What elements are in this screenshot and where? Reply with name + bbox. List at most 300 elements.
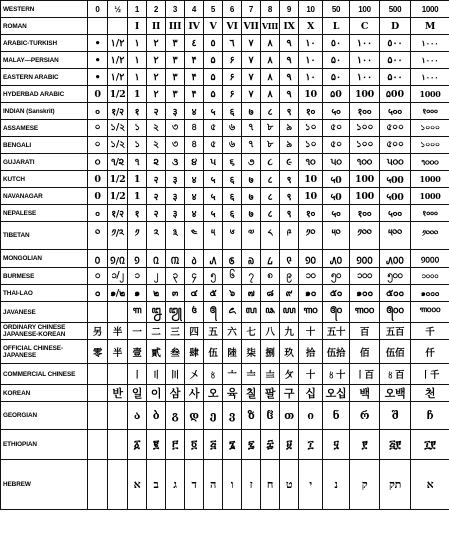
numeral-cell: 二	[147, 323, 166, 340]
numeral-cell: M	[411, 18, 449, 35]
numeral-cell: ༡༠	[299, 222, 323, 250]
numeral-cell: ९	[280, 205, 299, 222]
numeral-cell: ๑๐	[299, 285, 323, 302]
row-label: ASSAMESE	[1, 120, 88, 137]
numeral-cell: ১	[128, 120, 147, 137]
numeral-cell: ፭፻	[380, 430, 411, 460]
table-row	[1, 86, 449, 103]
numeral-cell: D	[380, 18, 411, 35]
numeral-cell	[108, 460, 128, 510]
numeral-cell: ᠗	[242, 250, 261, 268]
numeral-cell: ၇	[242, 268, 261, 285]
numeral-cell: ۵00	[380, 86, 411, 103]
numeral-cell: ١	[128, 69, 147, 86]
numeral-cell: ٢	[147, 69, 166, 86]
numeral-cell: ۵	[204, 86, 223, 103]
numeral-cell: 10	[299, 188, 323, 205]
numeral-cell: 50	[323, 1, 350, 18]
numeral-cell: ༤	[185, 222, 204, 250]
row-label: KOREAN	[1, 385, 88, 402]
numeral-cell: ๑/๒	[108, 285, 128, 302]
table-row	[1, 137, 449, 154]
numeral-cell: ۵	[204, 52, 223, 69]
numeral-cell: 伍	[204, 340, 223, 364]
numeral-cell: 오백	[380, 385, 411, 402]
numeral-cell: ٣	[166, 35, 185, 52]
numeral-cell: ꧕꧐꧐	[380, 302, 411, 323]
numeral-cell: ט	[280, 460, 299, 510]
table-row	[1, 188, 449, 205]
numeral-cell: ꧑꧐꧐	[350, 302, 380, 323]
numeral-cell: ৯	[280, 120, 299, 137]
numeral-cell: 일	[128, 385, 147, 402]
numeral-cell	[88, 302, 108, 323]
numeral-cell: ١	[128, 35, 147, 52]
numeral-cell: 半	[108, 323, 128, 340]
numeral-cell: ১০০০	[411, 137, 449, 154]
numeral-cell: ᠑	[128, 250, 147, 268]
numeral-cell: 五百	[380, 323, 411, 340]
numeral-cell: ০	[88, 137, 108, 154]
numeral-cell: 칠	[242, 385, 261, 402]
numeral-cell: ๕๐๐	[380, 285, 411, 302]
numeral-cell: ٥	[204, 35, 223, 52]
numeral-cell: ၁/၂	[108, 268, 128, 285]
numeral-cell: ზ	[242, 402, 261, 430]
numeral-cell: ᠐	[88, 250, 108, 268]
numeral-cell: ١٠٠	[350, 52, 380, 69]
numeral-cell: 사	[185, 385, 204, 402]
numeral-cell: ၀	[88, 268, 108, 285]
numeral-cell: २	[147, 103, 166, 120]
numeral-cell: ბ	[147, 402, 166, 430]
numeral-cell: 〧	[242, 364, 261, 385]
numeral-cell: ١/٢	[108, 69, 128, 86]
numeral-cell: ၂	[147, 268, 166, 285]
numeral-cell: ٢	[147, 52, 166, 69]
numeral-cell: 伍佰	[380, 340, 411, 364]
numeral-cell: ၁၀၀၀	[411, 268, 449, 285]
numeral-cell: 〢	[147, 364, 166, 385]
numeral-cell: ١٠	[299, 52, 323, 69]
numeral-cell: ૮	[261, 154, 280, 171]
numeral-cell: ५०	[323, 205, 350, 222]
numeral-cell: ७	[242, 188, 261, 205]
numeral-cell: ૫૦૦	[380, 154, 411, 171]
numeral-cell: ٤	[185, 35, 204, 52]
numeral-cell: 1/2	[108, 171, 128, 188]
numeral-cell: ꧕꧐	[323, 302, 350, 323]
table-row	[1, 1, 449, 18]
numeral-cell: 貳	[147, 340, 166, 364]
numeral-cell: ۵0	[323, 86, 350, 103]
numeral-cell: ๔	[185, 285, 204, 302]
numeral-cell: ᠕	[204, 250, 223, 268]
numeral-cell: २	[147, 171, 166, 188]
numeral-cell: თ	[280, 402, 299, 430]
numeral-cell: ᠑᠐	[299, 250, 323, 268]
numeral-cell: ६	[223, 171, 242, 188]
numeral-cell: ᠓	[166, 250, 185, 268]
numeral-cell: ၄	[185, 268, 204, 285]
numeral-cell: ๒	[147, 285, 166, 302]
numeral-cell: ৩	[166, 137, 185, 154]
row-label: TIBETAN	[1, 222, 88, 250]
numeral-cell: I	[128, 18, 147, 35]
numeral-cell: ፻	[350, 430, 380, 460]
numeral-cell: ה	[204, 460, 223, 510]
numeral-cell: 〡	[128, 364, 147, 385]
numeral-cell: ५	[204, 205, 223, 222]
row-label: NEPALESE	[1, 205, 88, 222]
numeral-cell: ᠑/᠒	[108, 250, 128, 268]
numeral-cell: ፰	[261, 430, 280, 460]
numeral-cell: ༣	[166, 222, 185, 250]
table-row	[1, 52, 449, 69]
numeral-cell: ৪	[185, 137, 204, 154]
numeral-cell: ١٠	[299, 69, 323, 86]
numeral-cell: ༩	[280, 222, 299, 250]
numeral-cell: 另	[88, 323, 108, 340]
numeral-cell: ८	[261, 171, 280, 188]
table-row	[1, 205, 449, 222]
numeral-cell: 10	[299, 86, 323, 103]
numeral-cell: 〤	[185, 364, 204, 385]
numeral-cell: ০	[88, 120, 108, 137]
numeral-cell: •	[88, 69, 108, 86]
numeral-cell: ፶	[323, 430, 350, 460]
numeral-cell: 1	[128, 171, 147, 188]
numeral-cell: II	[147, 18, 166, 35]
numeral-cell: ٦	[223, 35, 242, 52]
row-label: ARABIC-TURKISH	[1, 35, 88, 52]
numeral-cell: ၁	[128, 268, 147, 285]
numeral-cell: ১/২	[108, 120, 128, 137]
numeral-cell	[88, 364, 108, 385]
numeral-cell: 八	[261, 323, 280, 340]
numeral-cell: ९	[280, 188, 299, 205]
numeral-cell	[88, 402, 108, 430]
numeral-cell: ꧔	[185, 302, 204, 323]
numeral-cell: ١٠٠٠	[411, 69, 449, 86]
table-row	[1, 364, 449, 385]
numeral-cell: 1000	[411, 86, 449, 103]
numeral-cell: ૧	[128, 154, 147, 171]
numeral-cell: ५	[204, 188, 223, 205]
numeral-cell: ١٠٠٠	[411, 35, 449, 52]
numeral-cell: ٢	[147, 86, 166, 103]
numeral-cell: 〦	[223, 364, 242, 385]
row-label: ROMAN	[1, 18, 88, 35]
numeral-cell: ٥٠	[323, 35, 350, 52]
numeral-cell: ۶	[223, 52, 242, 69]
numeral-cell: 七	[242, 323, 261, 340]
numeral-cell: ३	[166, 103, 185, 120]
numeral-cell: ፭	[204, 430, 223, 460]
numeral-cell: ג	[166, 460, 185, 510]
numeral-cell: 千	[411, 323, 449, 340]
numeral-cell: ١٠٠	[350, 69, 380, 86]
numeral-cell: ז	[242, 460, 261, 510]
numeral-cell: VII	[242, 18, 261, 35]
numeral-cell: ১০০০	[411, 120, 449, 137]
numeral-cell: ፪	[147, 430, 166, 460]
table-row	[1, 120, 449, 137]
numeral-cell: ๙	[280, 285, 299, 302]
numeral-cell: ৭	[242, 137, 261, 154]
numeral-cell: ૫	[204, 154, 223, 171]
numeral-cell: १०	[299, 205, 323, 222]
table-row	[1, 222, 449, 250]
numeral-cell: 九	[280, 323, 299, 340]
row-label: HEBREW	[1, 460, 88, 510]
numeral-cell: १/२	[108, 103, 128, 120]
numeral-cell: ٧	[242, 35, 261, 52]
numeral-cell: 100	[350, 188, 380, 205]
numeral-cell: ༢	[147, 222, 166, 250]
numeral-cell: 7	[242, 1, 261, 18]
numeral-cell: C	[350, 18, 380, 35]
table-row	[1, 250, 449, 268]
numeral-cell: ๓	[166, 285, 185, 302]
numeral-cell: ४	[185, 188, 204, 205]
numeral-cell	[88, 460, 108, 510]
row-label: KUTCH	[1, 171, 88, 188]
numeral-cell: ٩	[280, 86, 299, 103]
numeral-cell: ٨	[261, 86, 280, 103]
numeral-cell: ५0	[323, 171, 350, 188]
numeral-cell: ২	[147, 137, 166, 154]
numeral-cell: •	[88, 35, 108, 52]
numeral-cell: ৯	[280, 137, 299, 154]
numeral-cell: ٣	[166, 69, 185, 86]
numeral-cell: ৫০০	[380, 120, 411, 137]
numeral-cell: ፯	[242, 430, 261, 460]
numeral-cell: 叁	[166, 340, 185, 364]
table-row	[1, 35, 449, 52]
numeral-cell: ח	[261, 460, 280, 510]
numeral-cell: ፲	[299, 430, 323, 460]
numeral-cell: ᠒	[147, 250, 166, 268]
table-row	[1, 154, 449, 171]
row-label: INDIAN (Sanskrit)	[1, 103, 88, 120]
row-label: WESTERN	[1, 1, 88, 18]
numeral-cell: ๕๐	[323, 285, 350, 302]
numeral-cell: 5	[204, 1, 223, 18]
numeral-cell: გ	[166, 402, 185, 430]
numeral-cell: ২	[147, 120, 166, 137]
numeral-cell: ק	[350, 460, 380, 510]
numeral-cell: १००	[350, 205, 380, 222]
numeral-cell: 팔	[261, 385, 280, 402]
numeral-cell: 3	[166, 1, 185, 18]
numeral-cell: ١/٢	[108, 52, 128, 69]
numeral-cell: 百	[350, 323, 380, 340]
numeral-cell: ६	[223, 188, 242, 205]
numeral-cell: ꧗	[242, 302, 261, 323]
numeral-cell: ۴	[185, 69, 204, 86]
numeral-cell: ב	[147, 460, 166, 510]
numeral-cell: ꧒	[147, 302, 166, 323]
table-row	[1, 460, 449, 510]
numeral-cell: ٨	[261, 52, 280, 69]
row-label: GUJARATI	[1, 154, 88, 171]
numeral-cell: ፮	[223, 430, 242, 460]
numeral-cell: १०००	[411, 205, 449, 222]
numeral-cell: ꧑꧐꧐꧐	[411, 302, 449, 323]
numeral-cell: 오	[204, 385, 223, 402]
numeral-cell: תק	[380, 460, 411, 510]
numeral-cell: ꧑	[128, 302, 147, 323]
numeral-cell: ½	[108, 1, 128, 18]
numeral-cell: १/२	[108, 205, 128, 222]
numeral-cell: ꧙	[280, 302, 299, 323]
table-row	[1, 103, 449, 120]
numeral-cell: 100	[350, 171, 380, 188]
table-row	[1, 69, 449, 86]
numeral-cell: 0	[88, 171, 108, 188]
numeral-cell: ৫	[204, 120, 223, 137]
numeral-cell: ༦	[223, 222, 242, 250]
numeral-cell: ၅၀၀	[380, 268, 411, 285]
numeral-cell: ༥༠༠	[380, 222, 411, 250]
row-label: EASTERN ARABIC	[1, 69, 88, 86]
numeral-cell: ١٠٠	[350, 35, 380, 52]
numeral-cell: ၃	[166, 268, 185, 285]
numeral-cell: ०	[88, 205, 108, 222]
numeral-cell: 陸	[223, 340, 242, 364]
numeral-cell: ٥٠٠	[380, 35, 411, 52]
numeral-cell: 천	[411, 385, 449, 402]
numeral-cell: 〨	[261, 364, 280, 385]
numeral-cell: 500	[380, 1, 411, 18]
numeral-cell: ९	[280, 103, 299, 120]
numeral-cell: ६	[223, 205, 242, 222]
numeral-cell: ৭	[242, 120, 261, 137]
row-label: GEORGIAN	[1, 402, 88, 430]
numeral-cell: 十	[299, 364, 323, 385]
numeral-cell: ᠔	[185, 250, 204, 268]
numeral-cell: ૦	[88, 154, 108, 171]
numeral-cell: ٨	[261, 69, 280, 86]
numeral-cell: 半	[108, 340, 128, 364]
row-label: MONGOLIAN	[1, 250, 88, 268]
numeral-cell: ꧓	[166, 302, 185, 323]
numeral-cell: ᠑᠐᠐	[350, 250, 380, 268]
numeral-cell: ٩	[280, 69, 299, 86]
numeral-cell: ४	[185, 171, 204, 188]
numeral-cell: 육	[223, 385, 242, 402]
numeral-cell: ٢	[147, 35, 166, 52]
numeral-cell: ८	[261, 103, 280, 120]
numeral-cell: ๗	[242, 285, 261, 302]
numeral-cell: ١	[128, 52, 147, 69]
numeral-cell: ३	[166, 205, 185, 222]
numeral-cell: ١/٢	[108, 35, 128, 52]
numeral-cell: ७	[242, 103, 261, 120]
numeral-cell: ७	[242, 205, 261, 222]
numeral-cell: შ	[380, 402, 411, 430]
numeral-cell: L	[323, 18, 350, 35]
numeral-cell: ፬	[185, 430, 204, 460]
numeral-cell: 1000	[411, 188, 449, 205]
numeral-cell: ๑๐๐๐	[411, 285, 449, 302]
numeral-cell: X	[299, 18, 323, 35]
numeral-cell	[108, 364, 128, 385]
row-label: ORDINARY CHINESE JAPANESE-KOREAN	[1, 323, 88, 340]
table-row	[1, 402, 449, 430]
numeral-cell: VIII	[261, 18, 280, 35]
numeral-cell: 구	[280, 385, 299, 402]
numeral-cell: ๐	[88, 285, 108, 302]
numeral-cell: ৬	[223, 120, 242, 137]
numeral-cell: III	[166, 18, 185, 35]
row-label: NAVANAGAR	[1, 188, 88, 205]
numeral-cell: 십	[299, 385, 323, 402]
numeral-cell: ፲፻	[411, 430, 449, 460]
numeral-cell: ٩	[280, 52, 299, 69]
numeral-cell: 拾	[299, 340, 323, 364]
numeral-cell	[88, 430, 108, 460]
numeral-cell: א	[128, 460, 147, 510]
numeral-cell: 〥	[204, 364, 223, 385]
numeral-cell: י	[299, 460, 323, 510]
numeral-cell: ᠘	[261, 250, 280, 268]
numeral-cell: ༥	[204, 222, 223, 250]
numeral-cell: ٣	[166, 52, 185, 69]
numeral-cell: ৫০	[323, 120, 350, 137]
numeral-cell: 0	[88, 1, 108, 18]
numeral-cell: ꧖	[223, 302, 242, 323]
numeral-cell: ༡	[128, 222, 147, 250]
numeral-cell: १०००	[411, 103, 449, 120]
numeral-cell: ૭	[242, 154, 261, 171]
numeral-cell: ૬	[223, 154, 242, 171]
numeral-cell	[108, 302, 128, 323]
numeral-cell: ১০০	[350, 137, 380, 154]
numeral-cell: ၈	[261, 268, 280, 285]
numeral-cell: ९	[280, 171, 299, 188]
numeral-cell: 반	[108, 385, 128, 402]
numeral-cell: 1/2	[108, 86, 128, 103]
numeral-cell: ५00	[380, 171, 411, 188]
numeral-cell: ৮	[261, 120, 280, 137]
numeral-cell: ๕	[204, 285, 223, 302]
numeral-cell: 玖	[280, 340, 299, 364]
numeral-cell: ۵٠٠	[380, 52, 411, 69]
numeral-cell: ד	[185, 460, 204, 510]
numeral-cell: ૯	[280, 154, 299, 171]
numeral-cell: १००	[350, 103, 380, 120]
numeral-cell: ৫০	[323, 137, 350, 154]
numeral-cell: ১০	[299, 137, 323, 154]
row-label: OFFICIAL CHINESE-JAPANESE	[1, 340, 88, 364]
table-row	[1, 18, 449, 35]
numeral-cell: 10	[299, 1, 323, 18]
numeral-cell: 十	[299, 323, 323, 340]
numeral-cell: ५00	[380, 188, 411, 205]
numeral-cell: ৫	[204, 137, 223, 154]
numeral-cell: ૩	[166, 154, 185, 171]
numeral-cell: ১	[128, 137, 147, 154]
numeral-cell: ८	[261, 188, 280, 205]
numeral-cell: 捌	[261, 340, 280, 364]
numeral-cell: ٧	[242, 69, 261, 86]
numeral-cell: 三	[166, 323, 185, 340]
row-label: ETHIOPIAN	[1, 430, 88, 460]
numeral-cell: ၆	[223, 268, 242, 285]
numeral-cell: ۵٠٠	[380, 69, 411, 86]
